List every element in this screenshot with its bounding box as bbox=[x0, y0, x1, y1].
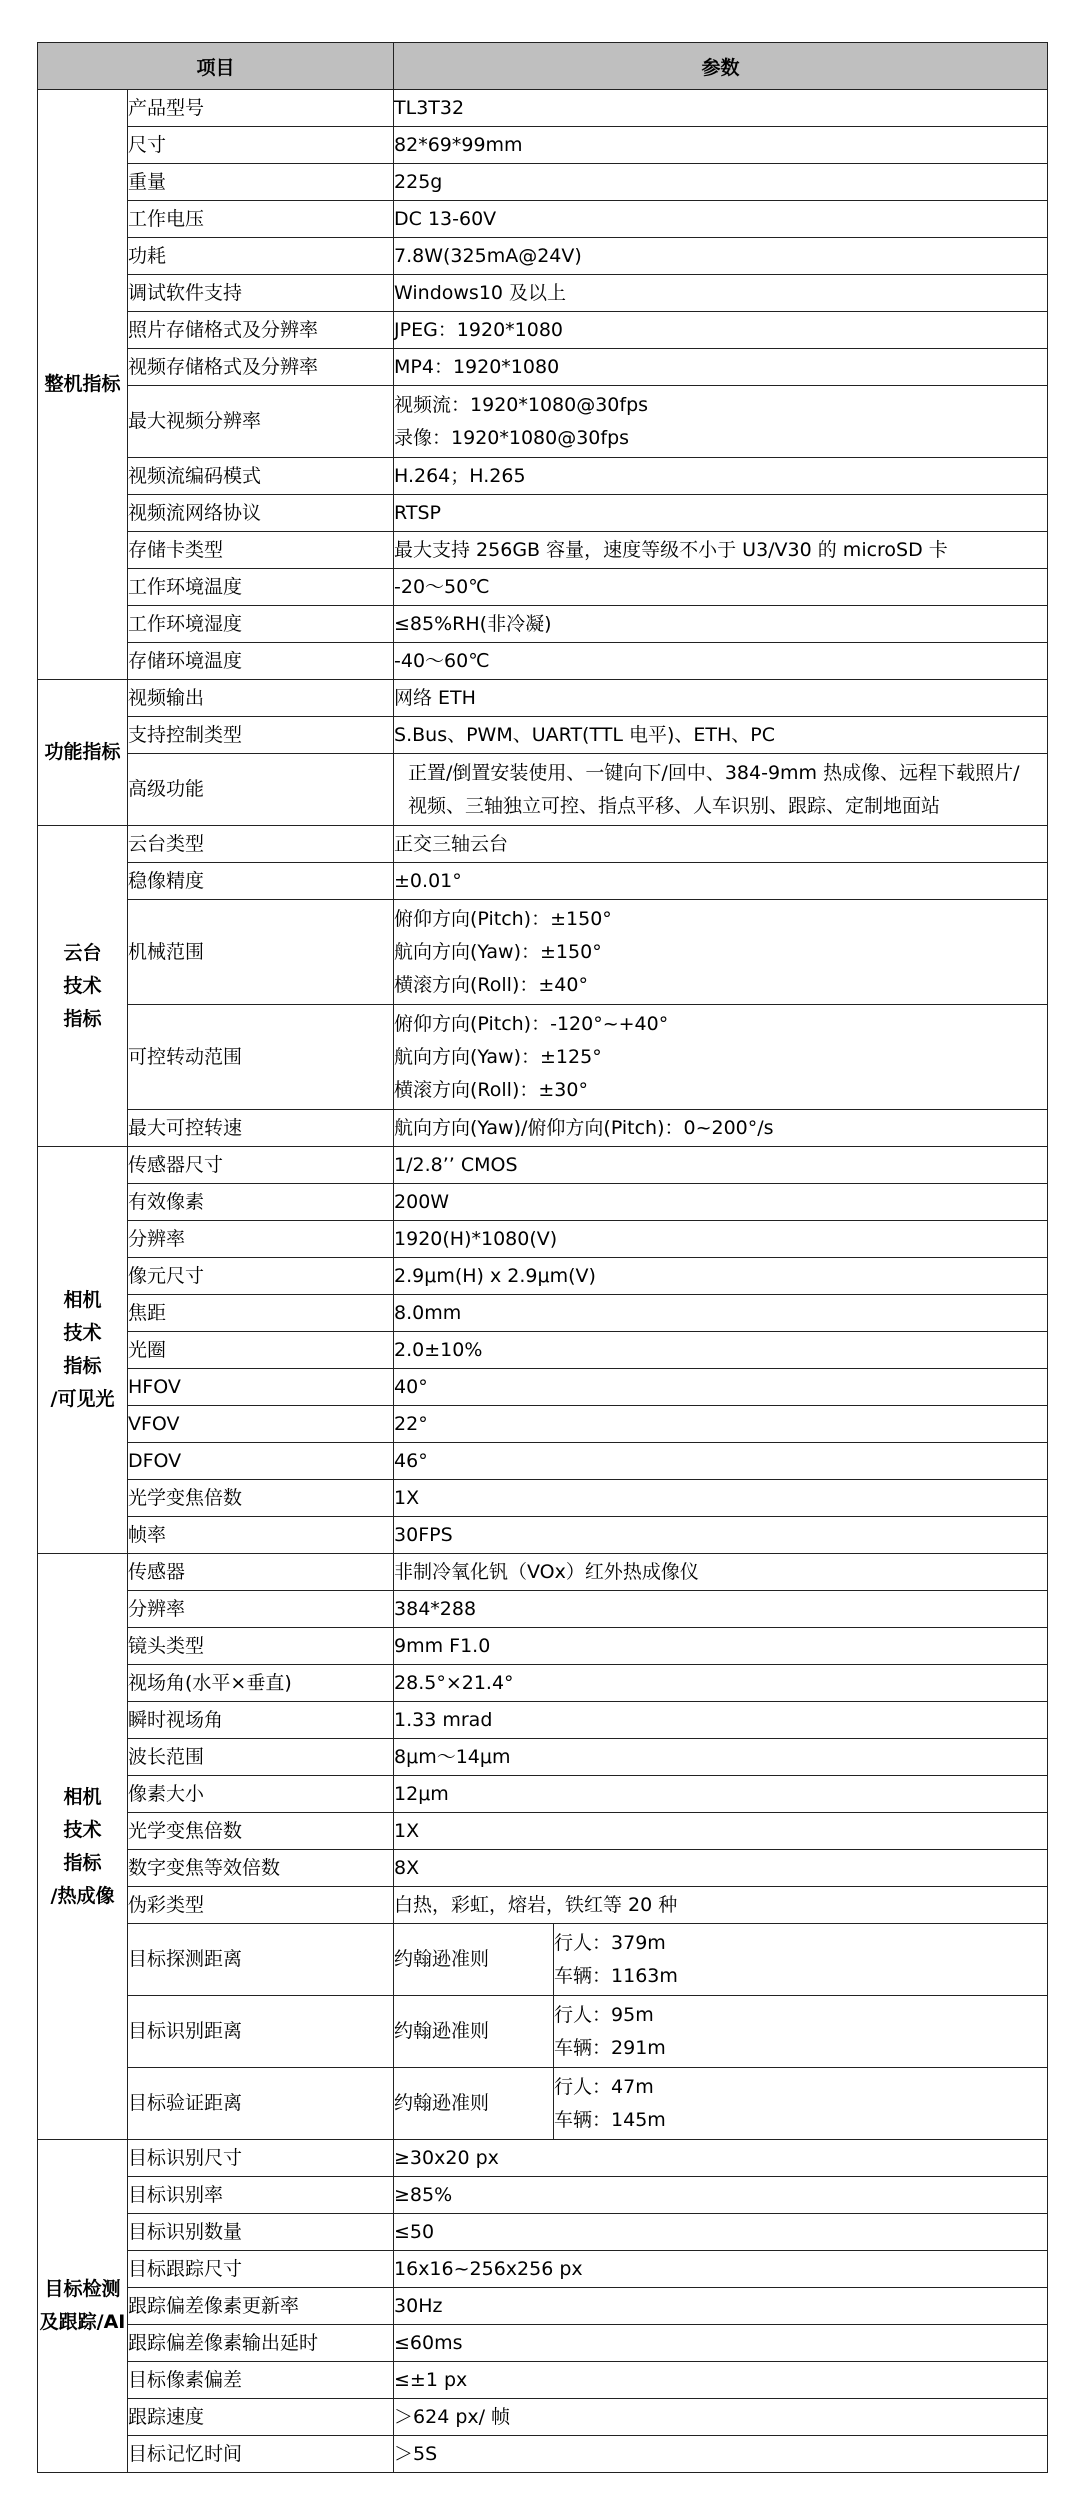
spec-name: 目标验证距离 bbox=[128, 2068, 394, 2140]
spec-value bbox=[394, 680, 1048, 717]
table-row bbox=[38, 2325, 1048, 2362]
spec-value bbox=[394, 1517, 1048, 1554]
spec-name: 照片存储格式及分辨率 bbox=[128, 312, 394, 349]
table-row bbox=[38, 1776, 1048, 1813]
spec-value-line: 视频流：1920*1080@30fps bbox=[394, 393, 649, 416]
spec-body bbox=[38, 90, 1048, 2473]
spec-name: 可控转动范围 bbox=[128, 1005, 394, 1110]
spec-value bbox=[394, 312, 1048, 349]
section-title bbox=[38, 826, 128, 1147]
spec-value-line: Windows10 及以上 bbox=[394, 281, 567, 304]
spec-value bbox=[394, 606, 1048, 643]
spec-value bbox=[394, 1480, 1048, 1517]
spec-value bbox=[394, 1258, 1048, 1295]
table-row bbox=[38, 826, 1048, 863]
spec-name: 目标识别数量 bbox=[128, 2214, 394, 2251]
table-row bbox=[38, 495, 1048, 532]
spec-name: 镜头类型 bbox=[128, 1628, 394, 1665]
table-row bbox=[38, 1665, 1048, 1702]
spec-name: 云台类型 bbox=[128, 826, 394, 863]
table-row bbox=[38, 2140, 1048, 2177]
spec-name: 视频输出 bbox=[128, 680, 394, 717]
spec-name: 跟踪速度 bbox=[128, 2399, 394, 2436]
table-row bbox=[38, 1739, 1048, 1776]
spec-value-line: H.264；H.265 bbox=[394, 464, 526, 487]
spec-value-line: DC 13-60V bbox=[394, 207, 497, 230]
spec-value bbox=[394, 2362, 1048, 2399]
spec-value-line: 视频、三轴独立可控、指点平移、人车识别、跟踪、定制地面站 bbox=[408, 794, 941, 817]
spec-value bbox=[394, 90, 1048, 127]
table-row bbox=[38, 2399, 1048, 2436]
table-row bbox=[38, 127, 1048, 164]
spec-value-line: 1X bbox=[394, 1486, 420, 1509]
table-row bbox=[38, 680, 1048, 717]
spec-name: 跟踪偏差像素输出延时 bbox=[128, 2325, 394, 2362]
spec-value-line: ＞624 px/ 帧 bbox=[394, 2405, 511, 2428]
section-title-line: 技术 bbox=[63, 974, 102, 997]
spec-value-line: S.Bus、PWM、UART(TTL 电平)、ETH、PC bbox=[394, 723, 776, 746]
spec-value bbox=[394, 1221, 1048, 1258]
spec-value-line: 网络 ETH bbox=[394, 686, 476, 709]
spec-value-line: 车辆：291m bbox=[554, 2036, 666, 2059]
section-title-line: 及跟踪/AI bbox=[39, 2311, 126, 2333]
spec-name: 分辨率 bbox=[128, 1591, 394, 1628]
spec-value-line: ≥85% bbox=[394, 2183, 453, 2206]
spec-value-line: 30FPS bbox=[394, 1523, 453, 1546]
table-row bbox=[38, 1517, 1048, 1554]
spec-value-line: 200W bbox=[394, 1190, 450, 1213]
spec-value-line: 40° bbox=[394, 1375, 428, 1398]
section-title: 功能指标 bbox=[38, 680, 128, 826]
table-row bbox=[38, 2068, 1048, 2140]
spec-value bbox=[394, 1369, 1048, 1406]
spec-name: 目标探测距离 bbox=[128, 1924, 394, 1996]
spec-value bbox=[394, 2251, 1048, 2288]
spec-value-line: -40～60℃ bbox=[394, 649, 490, 672]
spec-name: 重量 bbox=[128, 164, 394, 201]
table-row bbox=[38, 2251, 1048, 2288]
spec-value bbox=[394, 275, 1048, 312]
table-row bbox=[38, 1924, 1048, 1996]
spec-value bbox=[394, 349, 1048, 386]
table-row bbox=[38, 1184, 1048, 1221]
spec-name: 焦距 bbox=[128, 1295, 394, 1332]
spec-name: 数字变焦等效倍数 bbox=[128, 1850, 394, 1887]
spec-value bbox=[394, 1005, 1048, 1110]
spec-name: 产品型号 bbox=[128, 90, 394, 127]
spec-criterion: 约翰逊准则 bbox=[394, 2068, 554, 2140]
spec-value-line: JPEG：1920*1080 bbox=[394, 318, 564, 341]
table-row bbox=[38, 90, 1048, 127]
spec-value-line: 航向方向(Yaw)/俯仰方向(Pitch)：0~200°/s bbox=[394, 1116, 774, 1139]
spec-value-line: 12μm bbox=[394, 1782, 449, 1805]
spec-name: 功耗 bbox=[128, 238, 394, 275]
spec-criterion: 约翰逊准则 bbox=[394, 1996, 554, 2068]
spec-value bbox=[394, 238, 1048, 275]
spec-name: 工作电压 bbox=[128, 201, 394, 238]
spec-name: HFOV bbox=[128, 1369, 394, 1406]
section-title bbox=[38, 1147, 128, 1554]
table-row bbox=[38, 1147, 1048, 1184]
spec-name: 像元尺寸 bbox=[128, 1258, 394, 1295]
spec-name: 机械范围 bbox=[128, 900, 394, 1005]
spec-value bbox=[394, 1554, 1048, 1591]
spec-value bbox=[394, 495, 1048, 532]
table-row bbox=[38, 164, 1048, 201]
table-row bbox=[38, 1996, 1048, 2068]
table-row bbox=[38, 2362, 1048, 2399]
table-row bbox=[38, 1295, 1048, 1332]
spec-name: 帧率 bbox=[128, 1517, 394, 1554]
header-row bbox=[38, 43, 1048, 90]
spec-name: 高级功能 bbox=[128, 754, 394, 826]
spec-name: 目标跟踪尺寸 bbox=[128, 2251, 394, 2288]
spec-name: 目标识别率 bbox=[128, 2177, 394, 2214]
table-row bbox=[38, 900, 1048, 1005]
spec-value-line: 非制冷氧化钒（VOx）红外热成像仪 bbox=[394, 1560, 699, 1583]
table-row bbox=[38, 386, 1048, 458]
table-row bbox=[38, 201, 1048, 238]
spec-value bbox=[394, 1739, 1048, 1776]
spec-value bbox=[394, 1332, 1048, 1369]
spec-value bbox=[394, 2436, 1048, 2473]
spec-value-line: 8X bbox=[394, 1856, 420, 1879]
spec-name: 调试软件支持 bbox=[128, 275, 394, 312]
spec-value bbox=[394, 201, 1048, 238]
section-title-line: /可见光 bbox=[50, 1388, 115, 1410]
spec-value-line: 225g bbox=[394, 170, 443, 193]
spec-value bbox=[394, 127, 1048, 164]
table-row bbox=[38, 2436, 1048, 2473]
spec-name: 稳像精度 bbox=[128, 863, 394, 900]
spec-name: 波长范围 bbox=[128, 1739, 394, 1776]
spec-value-line: ≤60ms bbox=[394, 2331, 463, 2354]
spec-name: 分辨率 bbox=[128, 1221, 394, 1258]
spec-value bbox=[394, 643, 1048, 680]
spec-name: 光学变焦倍数 bbox=[128, 1480, 394, 1517]
spec-value-line: ≤85%RH(非冷凝) bbox=[394, 612, 552, 635]
spec-name: 像素大小 bbox=[128, 1776, 394, 1813]
spec-value-line: 82*69*99mm bbox=[394, 133, 523, 156]
spec-value-line: 俯仰方向(Pitch)：-120°~+40° bbox=[394, 1012, 669, 1035]
spec-name: 存储环境温度 bbox=[128, 643, 394, 680]
spec-value-line: 行人：379m bbox=[554, 1931, 666, 1954]
spec-name: 有效像素 bbox=[128, 1184, 394, 1221]
table-row bbox=[38, 1554, 1048, 1591]
spec-value-line: 1/2.8’’ CMOS bbox=[394, 1153, 518, 1176]
section-title-line: 技术 bbox=[63, 1322, 102, 1344]
table-row bbox=[38, 717, 1048, 754]
spec-value bbox=[394, 1591, 1048, 1628]
spec-value bbox=[394, 717, 1048, 754]
spec-name: 目标记忆时间 bbox=[128, 2436, 394, 2473]
spec-name: 最大可控转速 bbox=[128, 1110, 394, 1147]
spec-value bbox=[394, 1110, 1048, 1147]
table-row bbox=[38, 1332, 1048, 1369]
spec-value bbox=[394, 1702, 1048, 1739]
spec-value bbox=[394, 458, 1048, 495]
table-row bbox=[38, 1258, 1048, 1295]
spec-value bbox=[394, 532, 1048, 569]
table-row bbox=[38, 1628, 1048, 1665]
table-row bbox=[38, 1005, 1048, 1110]
spec-value-line: TL3T32 bbox=[394, 96, 465, 119]
spec-value bbox=[394, 2288, 1048, 2325]
table-row bbox=[38, 1850, 1048, 1887]
spec-value-line: 白热，彩虹，熔岩，铁红等 20 种 bbox=[394, 1893, 678, 1916]
table-row bbox=[38, 1702, 1048, 1739]
spec-value bbox=[394, 386, 1048, 458]
spec-value-line: -20～50℃ bbox=[394, 575, 490, 598]
section-title-line: 云台 bbox=[63, 941, 102, 964]
spec-value bbox=[394, 1295, 1048, 1332]
spec-value-line: 1920(H)*1080(V) bbox=[394, 1227, 558, 1250]
spec-value-line: ≤50 bbox=[394, 2220, 435, 2243]
spec-value-line: 22° bbox=[394, 1412, 428, 1435]
spec-table bbox=[37, 42, 1048, 2473]
spec-name: 伪彩类型 bbox=[128, 1887, 394, 1924]
spec-name: 传感器 bbox=[128, 1554, 394, 1591]
spec-value-line: 384*288 bbox=[394, 1597, 477, 1620]
spec-value bbox=[394, 2325, 1048, 2362]
spec-name: 工作环境湿度 bbox=[128, 606, 394, 643]
table-row bbox=[38, 1110, 1048, 1147]
table-row bbox=[38, 1221, 1048, 1258]
spec-name: VFOV bbox=[128, 1406, 394, 1443]
spec-name: DFOV bbox=[128, 1443, 394, 1480]
section-title-line: 相机 bbox=[63, 1289, 102, 1311]
spec-name: 视频存储格式及分辨率 bbox=[128, 349, 394, 386]
section-title-line: 目标检测 bbox=[44, 2278, 121, 2300]
table-row bbox=[38, 349, 1048, 386]
table-row bbox=[38, 643, 1048, 680]
spec-value bbox=[394, 826, 1048, 863]
section-title bbox=[38, 2140, 128, 2473]
spec-value-line: 录像：1920*1080@30fps bbox=[394, 426, 630, 449]
spec-value-line: 46° bbox=[394, 1449, 428, 1472]
section-title-line: 指标 bbox=[63, 1355, 102, 1377]
section-title-line: 指标 bbox=[63, 1007, 102, 1030]
spec-name: 传感器尺寸 bbox=[128, 1147, 394, 1184]
spec-value-line: 30Hz bbox=[394, 2294, 443, 2317]
spec-value bbox=[394, 2214, 1048, 2251]
table-row bbox=[38, 1369, 1048, 1406]
spec-value-line: 8.0mm bbox=[394, 1301, 462, 1324]
spec-value-line: 横滚方向(Roll)：±40° bbox=[394, 973, 588, 996]
header-param: 参数 bbox=[394, 43, 1048, 90]
spec-value-line: 航向方向(Yaw)：±125° bbox=[394, 1045, 602, 1068]
spec-value bbox=[394, 900, 1048, 1005]
spec-name: 瞬时视场角 bbox=[128, 1702, 394, 1739]
spec-value bbox=[394, 569, 1048, 606]
spec-value-line: 2.9μm(H) x 2.9μm(V) bbox=[394, 1264, 596, 1287]
spec-value-line: 航向方向(Yaw)：±150° bbox=[394, 940, 602, 963]
section-title-line: /热成像 bbox=[50, 1884, 115, 1907]
section-title: 整机指标 bbox=[38, 90, 128, 680]
section-title-line: 指标 bbox=[63, 1851, 102, 1874]
spec-name: 支持控制类型 bbox=[128, 717, 394, 754]
spec-value-line: MP4：1920*1080 bbox=[394, 355, 560, 378]
spec-value-line: 28.5°×21.4° bbox=[394, 1671, 514, 1694]
table-row bbox=[38, 1443, 1048, 1480]
spec-value-line: 车辆：145m bbox=[554, 2108, 666, 2131]
spec-value-line: 正置/倒置安装使用、一键向下/回中、384-9mm 热成像、远程下载照片/ bbox=[408, 761, 1020, 784]
spec-value bbox=[394, 1443, 1048, 1480]
spec-value bbox=[554, 2068, 1048, 2140]
spec-value bbox=[394, 1628, 1048, 1665]
spec-value bbox=[394, 1813, 1048, 1850]
spec-name: 光圈 bbox=[128, 1332, 394, 1369]
spec-value bbox=[554, 1996, 1048, 2068]
header-item: 项目 bbox=[38, 43, 394, 90]
spec-value-line: 1.33 mrad bbox=[394, 1708, 493, 1731]
spec-value-line: 7.8W(325mA@24V) bbox=[394, 244, 582, 267]
table-row bbox=[38, 606, 1048, 643]
spec-value-line: 行人：47m bbox=[554, 2075, 654, 2098]
table-row bbox=[38, 2177, 1048, 2214]
spec-value bbox=[394, 863, 1048, 900]
table-row bbox=[38, 863, 1048, 900]
spec-value bbox=[554, 1924, 1048, 1996]
table-row bbox=[38, 1480, 1048, 1517]
spec-value bbox=[394, 754, 1048, 826]
table-row bbox=[38, 312, 1048, 349]
table-row bbox=[38, 238, 1048, 275]
spec-value-line: 9mm F1.0 bbox=[394, 1634, 491, 1657]
table-row bbox=[38, 1591, 1048, 1628]
section-title-line: 相机 bbox=[63, 1785, 102, 1808]
spec-value-line: 1X bbox=[394, 1819, 420, 1842]
spec-value-line: 横滚方向(Roll)：±30° bbox=[394, 1078, 588, 1101]
spec-value-line: ±0.01° bbox=[394, 869, 462, 892]
table-row bbox=[38, 569, 1048, 606]
spec-value bbox=[394, 1887, 1048, 1924]
spec-value bbox=[394, 2399, 1048, 2436]
spec-value-line: ≥30x20 px bbox=[394, 2146, 499, 2169]
section-title-line: 技术 bbox=[63, 1818, 102, 1841]
spec-value bbox=[394, 1406, 1048, 1443]
spec-value bbox=[394, 1665, 1048, 1702]
section-title bbox=[38, 1554, 128, 2140]
spec-value-line: 正交三轴云台 bbox=[394, 832, 509, 855]
table-row bbox=[38, 458, 1048, 495]
table-row bbox=[38, 1813, 1048, 1850]
spec-value bbox=[394, 2140, 1048, 2177]
spec-name: 目标识别尺寸 bbox=[128, 2140, 394, 2177]
spec-name: 目标识别距离 bbox=[128, 1996, 394, 2068]
spec-name: 目标像素偏差 bbox=[128, 2362, 394, 2399]
table-row bbox=[38, 2288, 1048, 2325]
spec-value-line: 8μm～14μm bbox=[394, 1745, 511, 1768]
spec-name: 存储卡类型 bbox=[128, 532, 394, 569]
spec-criterion: 约翰逊准则 bbox=[394, 1924, 554, 1996]
table-row bbox=[38, 275, 1048, 312]
spec-value-line: ≤±1 px bbox=[394, 2368, 468, 2391]
spec-value bbox=[394, 1850, 1048, 1887]
spec-value-line: 行人：95m bbox=[554, 2003, 654, 2026]
spec-value-line: 16x16~256x256 px bbox=[394, 2257, 583, 2280]
spec-name: 工作环境温度 bbox=[128, 569, 394, 606]
table-row bbox=[38, 1887, 1048, 1924]
spec-value-line: 俯仰方向(Pitch)：±150° bbox=[394, 907, 612, 930]
spec-name: 最大视频分辨率 bbox=[128, 386, 394, 458]
spec-value-line: 最大支持 256GB 容量，速度等级不小于 U3/V30 的 microSD 卡 bbox=[394, 538, 948, 561]
spec-value bbox=[394, 1147, 1048, 1184]
spec-value-line: 车辆：1163m bbox=[554, 1964, 678, 1987]
table-row bbox=[38, 2214, 1048, 2251]
spec-value-line: ＞5S bbox=[394, 2442, 438, 2465]
spec-name: 尺寸 bbox=[128, 127, 394, 164]
spec-name: 跟踪偏差像素更新率 bbox=[128, 2288, 394, 2325]
spec-name: 光学变焦倍数 bbox=[128, 1813, 394, 1850]
table-row bbox=[38, 532, 1048, 569]
table-row bbox=[38, 754, 1048, 826]
spec-value-line: 2.0±10% bbox=[394, 1338, 483, 1361]
spec-value-line: RTSP bbox=[394, 501, 441, 524]
spec-value bbox=[394, 164, 1048, 201]
spec-name: 视频流编码模式 bbox=[128, 458, 394, 495]
spec-value bbox=[394, 2177, 1048, 2214]
table-row bbox=[38, 1406, 1048, 1443]
spec-name: 视频流网络协议 bbox=[128, 495, 394, 532]
spec-name: 视场角(水平×垂直) bbox=[128, 1665, 394, 1702]
spec-value bbox=[394, 1776, 1048, 1813]
spec-value bbox=[394, 1184, 1048, 1221]
